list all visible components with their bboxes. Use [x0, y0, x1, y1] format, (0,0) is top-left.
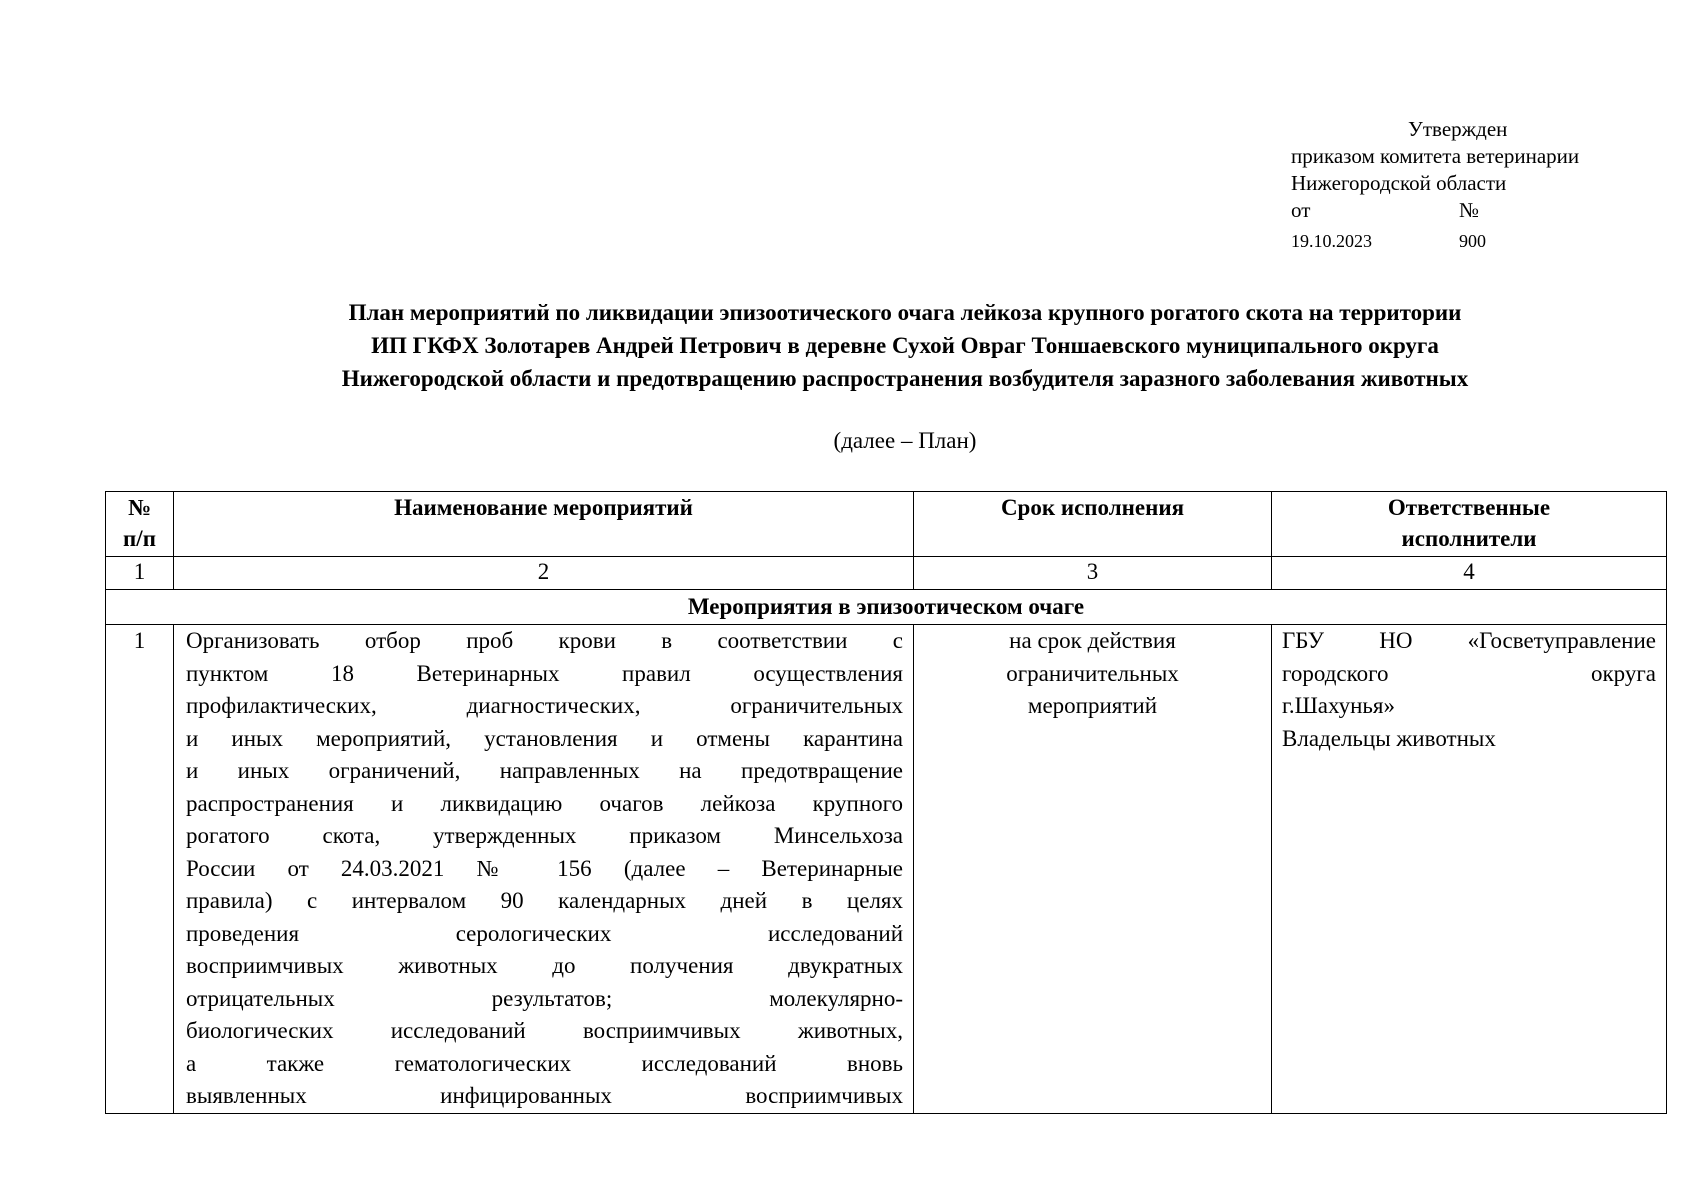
- title-line-2: ИП ГКФХ Золотарев Андрей Петрович в деревне Сухой Овраг Тоншаевского муниципального округа: [371, 333, 1439, 358]
- approval-line-2: приказом комитета ветеринарии: [1291, 144, 1580, 168]
- responsible-line: городского округа: [1282, 660, 1656, 686]
- column-number-1: 1: [106, 557, 174, 590]
- activity-line: профилактических, диагностических, ограничительных: [186, 693, 903, 718]
- activity-line: проведения серологических исследований: [186, 920, 903, 946]
- column-number-row: [106, 557, 1667, 590]
- approval-values: [1291, 228, 1579, 255]
- row-number: 1: [106, 625, 174, 1114]
- header-responsible-line-2: исполнители: [1401, 526, 1537, 551]
- header-responsible: [1272, 492, 1667, 557]
- deadline-line: мероприятий: [1027, 693, 1158, 718]
- activity-line: восприимчивых животных до получения двукратных: [186, 953, 903, 978]
- number-label: №: [1459, 198, 1480, 222]
- activity-line: и иных мероприятий, установления и отмены карантина: [186, 725, 903, 751]
- responsible-line: Владельцы животных: [1282, 725, 1496, 751]
- responsible-line: г.Шахунья»: [1282, 693, 1396, 718]
- plan-table: [105, 491, 1667, 1114]
- column-number-2: 2: [174, 557, 914, 590]
- table-header-row: [106, 492, 1667, 557]
- approval-labels: [1291, 197, 1579, 224]
- title-line-1: План мероприятий по ликвидации эпизоотического очага лейкоза крупного рогатого скота на территории: [348, 300, 1462, 325]
- activity-line: правила) с интервалом 90 календарных дней в целях: [186, 888, 903, 913]
- activity-line: и иных ограничений, направленных на предотвращение: [186, 758, 903, 783]
- section-title: Мероприятия в эпизоотическом очаге: [106, 590, 1667, 625]
- activity-line: а также гематологических исследований вновь: [186, 1050, 903, 1076]
- activity-line: рогатого скота, утвержденных приказом Минсельхоза: [186, 823, 903, 848]
- header-activity: Наименование мероприятий: [174, 492, 914, 557]
- responsible-cell: [1272, 625, 1667, 1114]
- header-num: [106, 492, 174, 557]
- document-subtitle: (далее – План): [833, 428, 977, 453]
- activity-line: России от 24.03.2021 № 156 (далее – Ветеринарные: [186, 855, 903, 881]
- activity-line: отрицательных результатов; молекулярно-: [186, 985, 903, 1011]
- deadline-line: ограничительных: [1006, 660, 1179, 686]
- activity-line: биологических исследований восприимчивых животных,: [186, 1018, 903, 1043]
- header-num-line-1: №: [127, 495, 152, 520]
- activity-line: выявленных инфицированных восприимчивых: [186, 1083, 903, 1108]
- header-num-line-2: п/п: [123, 526, 156, 551]
- deadline-line: на срок действия: [1009, 628, 1176, 653]
- table-row: [106, 625, 1667, 1114]
- order-number: 900: [1459, 231, 1486, 251]
- approval-line-3: Нижегородской области: [1291, 171, 1507, 195]
- header-responsible-line-1: Ответственные: [1387, 495, 1551, 520]
- section-row: [106, 590, 1667, 625]
- column-number-3: 3: [914, 557, 1272, 590]
- title-line-3: Нижегородской области и предотвращению распространения возбудителя заразного заболевания животных: [341, 366, 1469, 391]
- document-title: [0, 296, 1697, 395]
- approval-block: [1291, 116, 1579, 255]
- activity-cell: [174, 625, 914, 1114]
- from-label: от: [1291, 198, 1311, 222]
- responsible-line: ГБУ НО «Госветуправление: [1282, 628, 1656, 653]
- activity-line: пунктом 18 Ветеринарных правил осуществления: [186, 660, 903, 686]
- activity-line: Организовать отбор проб крови в соответствии с: [186, 628, 903, 653]
- order-date: 19.10.2023: [1291, 231, 1372, 251]
- column-number-4: 4: [1272, 557, 1667, 590]
- header-deadline: Срок исполнения: [914, 492, 1272, 557]
- activity-line: распространения и ликвидацию очагов лейкоза крупного: [186, 790, 903, 816]
- approval-line-1: Утвержден: [1408, 117, 1508, 141]
- deadline-cell: [914, 625, 1272, 1114]
